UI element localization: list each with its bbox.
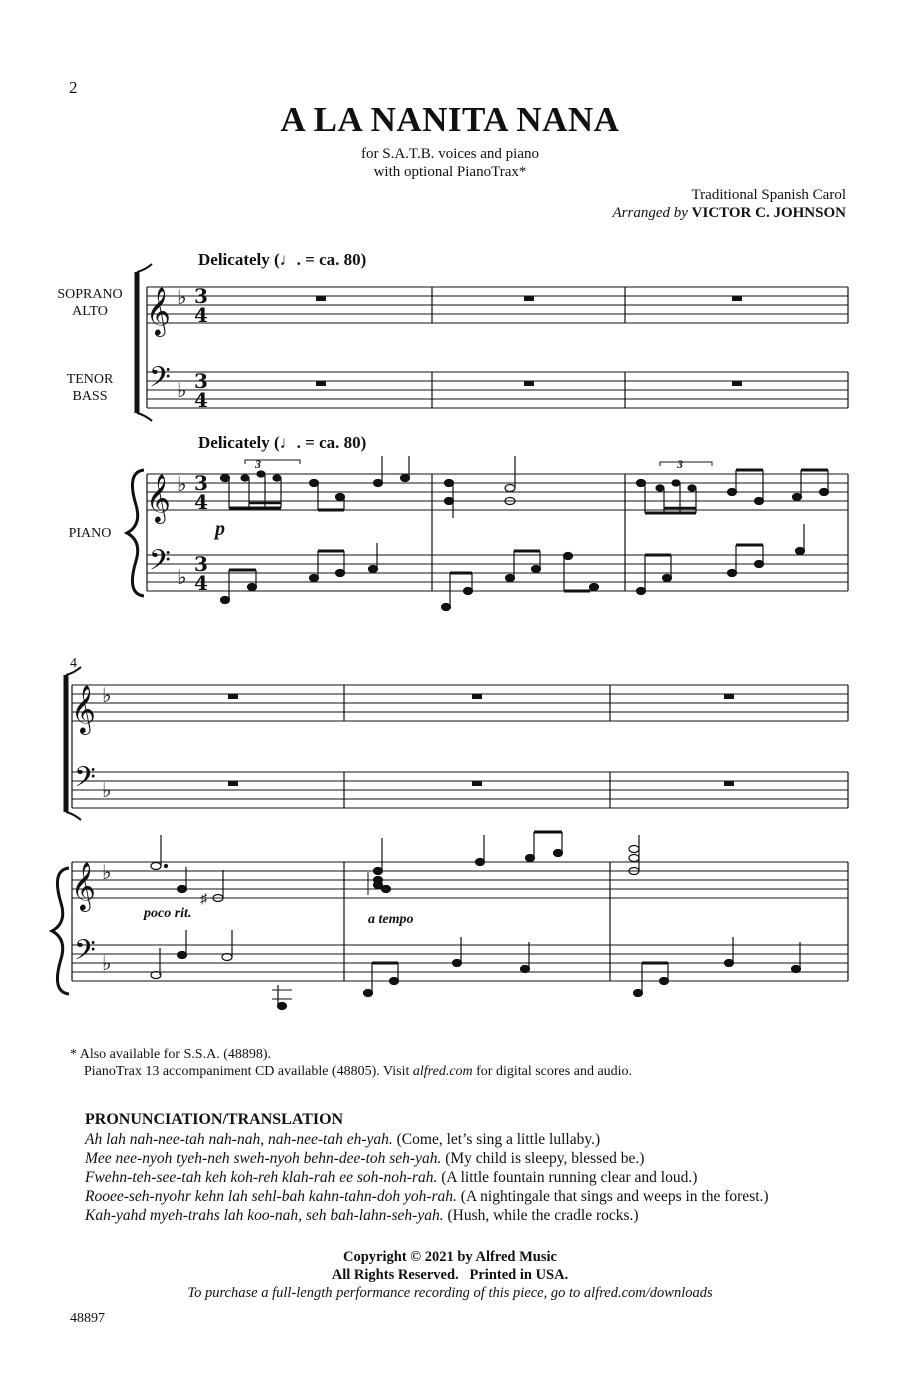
pronunciation-heading: PRONUNCIATION/TRANSLATION [85,1111,344,1128]
phonetic-text: Mee nee-nyoh tyeh-neh sweh-nyoh behn-dee-toh seh-yah. [85,1150,442,1167]
bass-clef-icon: 𝄢 [74,934,96,974]
catalog-number: 48897 [70,1311,105,1326]
piano-notes [221,456,829,611]
tuplet-number: 3 [255,457,261,471]
copyright-line-2: All Rights Reserved. Printed in USA. [331,1267,569,1283]
dotted-half-note-icon: ♩. [279,433,301,452]
pronunciation-line [85,1168,885,1187]
svg-text:3: 3 [194,369,208,393]
piano-notes [151,832,801,1010]
bass-label: BASS [72,389,108,404]
time-signature-3-4 [194,284,208,595]
bass-clef-icon: 𝄢 [74,761,96,801]
svg-text:♭: ♭ [102,683,112,707]
tempo-value: = ca. 80) [300,433,367,452]
svg-text:4: 4 [194,571,208,595]
svg-text:3: 3 [194,552,208,576]
arranged-by-prefix: Arranged by [612,205,688,221]
piano-brace [52,868,69,994]
source-credit: Traditional Spanish Carol [691,187,846,203]
svg-text:3: 3 [194,284,208,308]
poco-rit-marking: poco rit. [144,906,192,921]
phonetic-text: Fwehn-teh-see-tah keh koh-reh klah-rah ee soh-noh-rah. [85,1169,438,1186]
measure-number: 4 [70,656,77,671]
phonetic-text: Kah-yahd myeh-trahs lah koo-nah, seh bah-lahn-seh-yah. [85,1207,444,1224]
svg-text:4: 4 [194,388,208,412]
pronunciation-line [85,1187,885,1206]
arranger-name: VICTOR C. JOHNSON [691,205,846,221]
piano-label: PIANO [68,526,112,541]
tuplet-number: 3 [677,457,683,471]
pronunciation-line [85,1206,885,1225]
svg-text:♭: ♭ [177,472,187,496]
svg-text:♯: ♯ [200,892,207,907]
svg-text:3: 3 [194,471,208,495]
bass-clef-icon: 𝄢 [149,361,171,401]
tempo-text: Delicately ( [198,433,280,452]
translation-text: (Come, let’s sing a little lullaby.) [392,1131,601,1148]
copyright-line-1: Copyright © 2021 by Alfred Music [343,1249,557,1265]
svg-text:♭: ♭ [177,378,187,402]
page-number: 2 [69,78,78,97]
translation-text: (A little fountain running clear and loud.) [437,1169,698,1186]
phonetic-text: Rooee-seh-nyohr kehn lah sehl-bah kahn-tahn-doh yoh-rah. [85,1188,457,1205]
svg-text:♭: ♭ [102,778,112,802]
dotted-half-note-icon: ♩. [279,250,301,269]
tempo-text: Delicately ( [198,250,280,269]
translation-text: (A nightingale that sings and weeps in the forest.) [456,1188,769,1205]
treble-clef-icon: 𝄞 [71,861,96,910]
pronunciation-list [85,1130,885,1225]
piano-treble-staff [147,474,848,510]
dynamic-piano: p [215,518,225,540]
translation-text: (Hush, while the cradle rocks.) [443,1207,639,1224]
treble-clef-icon: 𝄞 [71,684,96,733]
piano-brace [127,470,144,596]
phonetic-text: Ah lah nah-nee-tah nah-nah, nah-nee-tah eh-yah. [85,1131,393,1148]
footnote-line-2 [84,1063,632,1080]
subtitle-line-2: with optional PianoTrax* [373,164,527,180]
page-title: A LA NANITA NANA [280,100,620,139]
tenor-bass-staff [147,372,848,408]
soprano-alto-staff [147,287,848,323]
svg-text:♭: ♭ [177,565,187,589]
svg-text:♭: ♭ [102,951,112,975]
tempo-value: = ca. 80) [300,250,367,269]
tenor-label: TENOR [66,372,114,387]
footnote-line-1: * Also available for S.S.A. (48898). [70,1047,272,1062]
bass-clef-icon: 𝄢 [149,544,171,584]
purchase-note: To purchase a full-length performance recording of this piece, go to alfred.com/downloads [187,1285,713,1301]
soprano-label: SOPRANO [57,287,123,302]
footnote-text: PianoTrax 13 accompaniment CD available (48805). Visit [84,1064,413,1079]
pronunciation-line [85,1149,885,1168]
subtitle-line-1: for S.A.T.B. voices and piano [360,146,540,162]
pronunciation-line [85,1130,885,1149]
a-tempo-marking: a tempo [368,912,414,927]
alfred-link[interactable]: alfred.com [412,1064,473,1079]
translation-text: (My child is sleepy, blessed be.) [441,1150,645,1167]
svg-text:♭: ♭ [102,860,112,884]
svg-text:4: 4 [194,303,208,327]
treble-clef-icon: 𝄞 [146,286,171,335]
footnote-text: for digital scores and audio. [472,1064,633,1079]
svg-text:♭: ♭ [177,285,187,309]
alto-label: ALTO [72,304,108,319]
svg-text:4: 4 [194,490,208,514]
treble-clef-icon: 𝄞 [146,473,171,522]
